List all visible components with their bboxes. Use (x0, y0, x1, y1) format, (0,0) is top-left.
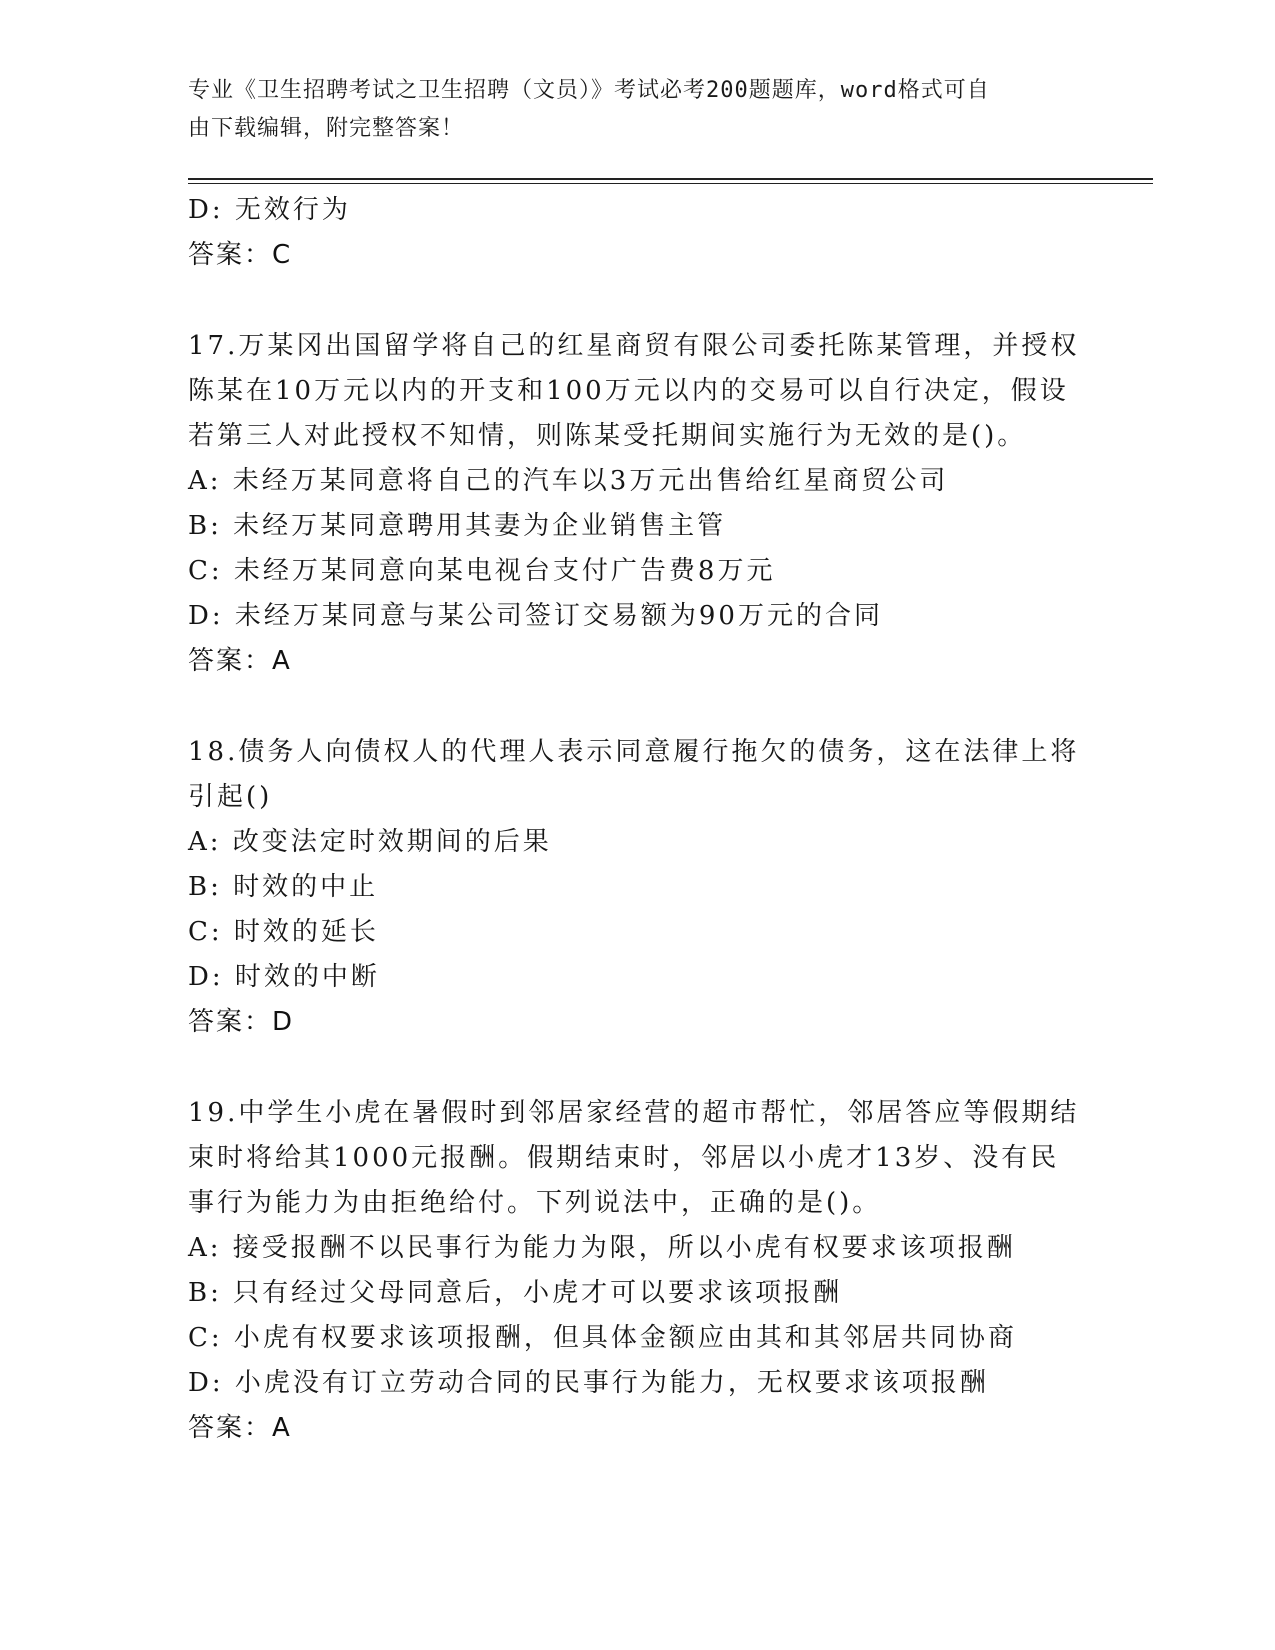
question-text-line: 18.债务人向债权人的代理人表示同意履行拖欠的债务，这在法律上将 (188, 737, 1080, 767)
option-c: C: 时效的延长 (188, 917, 379, 947)
option-a: A: 接受报酬不以民事行为能力为限，所以小虎有权要求该项报酬 (188, 1233, 1016, 1263)
answer-line: 答案：A (188, 1413, 292, 1443)
spacer (188, 1045, 1088, 1091)
answer-line: 答案：A (188, 646, 292, 676)
option-b: B: 未经万某同意聘用其妻为企业销售主管 (188, 511, 727, 541)
answer-line: 答案：D (188, 1007, 295, 1037)
option-a: A: 改变法定时效期间的后果 (188, 827, 552, 857)
question-18 (188, 730, 1088, 1045)
spacer (188, 684, 1088, 730)
question-text-line: 17.万某冈出国留学将自己的红星商贸有限公司委托陈某管理，并授权 (188, 331, 1080, 361)
option-b: B: 只有经过父母同意后，小虎才可以要求该项报酬 (188, 1278, 843, 1308)
question-text-line: 陈某在10万元以内的开支和100万元以内的交易可以自行决定，假设 (188, 376, 1069, 406)
question-19 (188, 1091, 1088, 1451)
answer-line: 答案：C (188, 240, 293, 270)
header-line-2: 由下载编辑，附完整答案！ (188, 116, 465, 141)
question-text-line: 19.中学生小虎在暑假时到邻居家经营的超市帮忙，邻居答应等假期结 (188, 1098, 1080, 1128)
header-divider-thick (188, 178, 1153, 180)
question-text-line: 若第三人对此授权不知情，则陈某受托期间实施行为无效的是()。 (188, 421, 1027, 451)
option-d: D: 时效的中断 (188, 962, 380, 992)
document-body (188, 188, 1088, 1451)
spacer (188, 278, 1088, 324)
option-c: C: 未经万某同意向某电视台支付广告费8万元 (188, 556, 776, 586)
option-d: D: 未经万某同意与某公司签订交易额为90万元的合同 (188, 601, 883, 631)
option-d: D: 小虎没有订立劳动合同的民事行为能力，无权要求该项报酬 (188, 1368, 989, 1398)
question-17 (188, 324, 1088, 684)
document-header (188, 72, 1068, 148)
option-d: D: 无效行为 (188, 195, 351, 225)
question-text-line: 引起() (188, 782, 273, 812)
option-c: C: 小虎有权要求该项报酬，但具体金额应由其和其邻居共同协商 (188, 1323, 1017, 1353)
question-text-line: 束时将给其1000元报酬。假期结束时，邻居以小虎才13岁、没有民 (188, 1143, 1060, 1173)
header-divider-thin (188, 183, 1153, 184)
option-b: B: 时效的中止 (188, 872, 379, 902)
header-line-1: 专业《卫生招聘考试之卫生招聘（文员）》考试必考200题题库，word格式可自 (188, 78, 990, 103)
option-a: A: 未经万某同意将自己的汽车以3万元出售给红星商贸公司 (188, 466, 949, 496)
question-text-line: 事行为能力为由拒绝给付。下列说法中，正确的是()。 (188, 1188, 882, 1218)
